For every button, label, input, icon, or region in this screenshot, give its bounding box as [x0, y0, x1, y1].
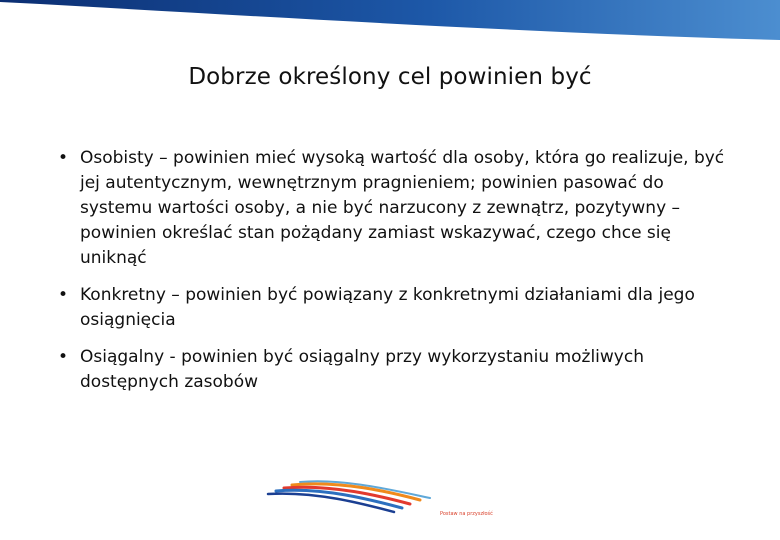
bullet-list [56, 146, 736, 407]
header-band [0, 0, 780, 42]
bullet-item-osiagalny [56, 345, 736, 395]
bullet-item-osobisty [56, 146, 736, 271]
program-logo [262, 470, 512, 526]
bullet-dot: • [58, 148, 69, 168]
bullet-dot: • [58, 285, 69, 305]
bullet-item-konkretny [56, 283, 736, 333]
bullet-text: Konkretny – powinien być powiązany z konkretnymi działaniami dla jego osiągnięcia [80, 285, 695, 330]
slide-title: Dobrze określony cel powinien być [188, 64, 592, 90]
bullet-dot: • [58, 347, 69, 367]
bullet-text: Osiągalny - powinien być osiągalny przy wykorzystaniu możliwych dostępnych zasobów [80, 347, 644, 392]
logo-caption: Postaw na przyszłość [440, 511, 493, 517]
bullet-text: Osobisty – powinien mieć wysoką wartość dla osoby, która go realizuje, być jej autentycznym, wewnętrznym pragnieniem; powinien pasować do systemu wartości osoby, a nie być narzucony z zewnątrz, pozytywny – powinien określać stan pożądany zamiast wskazywać, czego chce się uniknąć [80, 148, 725, 268]
